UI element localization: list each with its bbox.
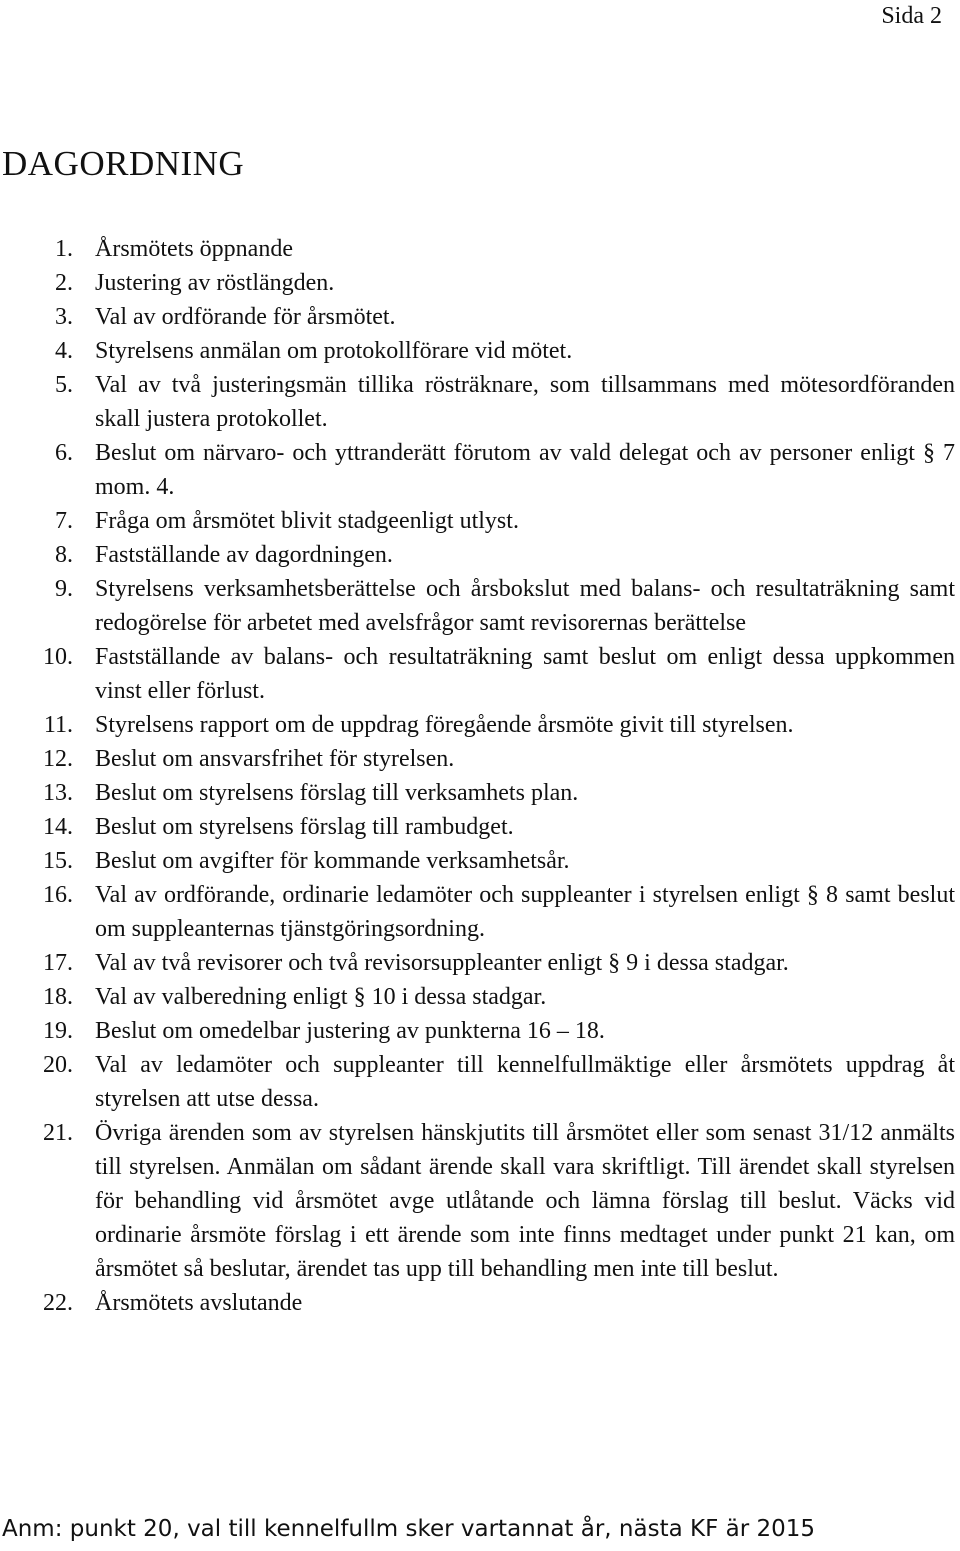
agenda-item <box>0 776 955 810</box>
agenda-item-number: 6. <box>55 440 73 466</box>
agenda-item <box>0 300 955 334</box>
agenda-item-text: Styrelsens anmälan om protokollförare vid mötet. <box>95 338 573 364</box>
agenda-item <box>0 1286 955 1320</box>
agenda-item-number: 11. <box>43 712 73 738</box>
agenda-item <box>0 708 955 742</box>
agenda-item-text: Val av ordförande, ordinarie ledamöter och suppleanter i styrelsen enligt § 8 samt beslut om suppleanternas tjänstgöringsordning. <box>95 882 955 942</box>
agenda-item-number: 3. <box>55 304 73 330</box>
agenda-item-number: 18. <box>43 984 73 1010</box>
agenda-item-number: 4. <box>55 338 73 364</box>
page-title: DAGORDNING <box>2 144 245 183</box>
agenda-item <box>0 1116 955 1286</box>
agenda-item-text: Beslut om närvaro- och yttranderätt förutom av vald delegat och av personer enligt § 7 mom. 4. <box>95 440 955 500</box>
agenda-item-text: Fastställande av balans- och resultaträkning samt beslut om enligt dessa uppkommen vinst eller förlust. <box>95 644 955 704</box>
agenda-item-number: 14. <box>43 814 73 840</box>
agenda-item-number: 10. <box>43 644 73 670</box>
agenda-item <box>0 810 955 844</box>
agenda-item-number: 21. <box>43 1120 73 1146</box>
agenda-item-text: Styrelsens rapport om de uppdrag föregående årsmöte givit till styrelsen. <box>95 712 794 738</box>
agenda-item-text: Beslut om styrelsens förslag till rambudget. <box>95 814 514 840</box>
agenda-item-number: 19. <box>43 1018 73 1044</box>
agenda-item-number: 15. <box>43 848 73 874</box>
agenda-item-text: Beslut om omedelbar justering av punkterna 16 – 18. <box>95 1018 605 1044</box>
agenda-item-number: 12. <box>43 746 73 772</box>
agenda-item-number: 20. <box>43 1052 73 1078</box>
agenda-item-text: Val av valberedning enligt § 10 i dessa stadgar. <box>95 984 547 1010</box>
agenda-item <box>0 334 955 368</box>
agenda-item-number: 9. <box>55 576 73 602</box>
agenda-item <box>0 878 955 946</box>
agenda-item <box>0 368 955 436</box>
agenda-item-number: 22. <box>43 1290 73 1316</box>
agenda-item-text: Årsmötets öppnande <box>95 236 293 262</box>
agenda-item-number: 8. <box>55 542 73 568</box>
agenda-item <box>0 640 955 708</box>
agenda-item-text: Styrelsens verksamhetsberättelse och årsbokslut med balans- och resultaträkning samt redogörelse för arbetet med avelsfrågor samt revisorernas berättelse <box>95 576 955 636</box>
agenda-item-text: Beslut om styrelsens förslag till verksamhets plan. <box>95 780 579 806</box>
agenda-item-number: 7. <box>55 508 73 534</box>
agenda-item <box>0 1048 955 1116</box>
agenda-item <box>0 232 955 266</box>
agenda-item-text: Fastställande av dagordningen. <box>95 542 393 568</box>
agenda-item <box>0 742 955 776</box>
footer-note: Anm: punkt 20, val till kennelfullm sker vartannat år, nästa KF är 2015 <box>2 1516 816 1542</box>
agenda-item <box>0 572 955 640</box>
agenda-item-text: Beslut om ansvarsfrihet för styrelsen. <box>95 746 455 772</box>
agenda-item-number: 1. <box>55 236 73 262</box>
agenda-item-text: Fråga om årsmötet blivit stadgeenligt utlyst. <box>95 508 519 534</box>
agenda-item-text: Beslut om avgifter för kommande verksamhetsår. <box>95 848 570 874</box>
agenda-item-text: Val av två justeringsmän tillika rösträknare, som tillsammans med mötesordföranden skall justera protokollet. <box>95 372 955 432</box>
agenda-item-number: 2. <box>55 270 73 296</box>
agenda-item-number: 16. <box>43 882 73 908</box>
agenda-item-text: Justering av röstlängden. <box>95 270 335 296</box>
agenda-item <box>0 504 955 538</box>
agenda-item <box>0 946 955 980</box>
agenda-item-text: Övriga ärenden som av styrelsen hänskjutits till årsmötet eller som senast 31/12 anmälts till styrelsen. Anmälan om sådant ärende skall vara skriftligt. Till ärendet skall styrelsen för behandling vid årsmötet avge utlåtande och lämna förslag till beslut. Väcks vid ordinarie årsmöte förslag i ett ärende som inte finns medtaget under punkt 21 kan, om årsmötet så beslutar, ärendet tas upp till behandling men inte till beslut. <box>95 1120 955 1282</box>
agenda-item <box>0 266 955 300</box>
agenda-item-text: Val av ledamöter och suppleanter till kennelfullmäktige eller årsmötets uppdrag åt styrelsen att utse dessa. <box>95 1052 955 1112</box>
agenda-item-text: Årsmötets avslutande <box>95 1290 303 1316</box>
agenda-item <box>0 436 955 504</box>
agenda-item <box>0 538 955 572</box>
agenda-list <box>0 232 955 1320</box>
agenda-item <box>0 1014 955 1048</box>
agenda-item-number: 13. <box>43 780 73 806</box>
agenda-item-text: Val av ordförande för årsmötet. <box>95 304 396 330</box>
agenda-item-text: Val av två revisorer och två revisorsuppleanter enligt § 9 i dessa stadgar. <box>95 950 789 976</box>
agenda-item <box>0 980 955 1014</box>
agenda-item <box>0 844 955 878</box>
page-number: Sida 2 <box>881 3 942 29</box>
agenda-item-number: 17. <box>43 950 73 976</box>
agenda-item-number: 5. <box>55 372 73 398</box>
